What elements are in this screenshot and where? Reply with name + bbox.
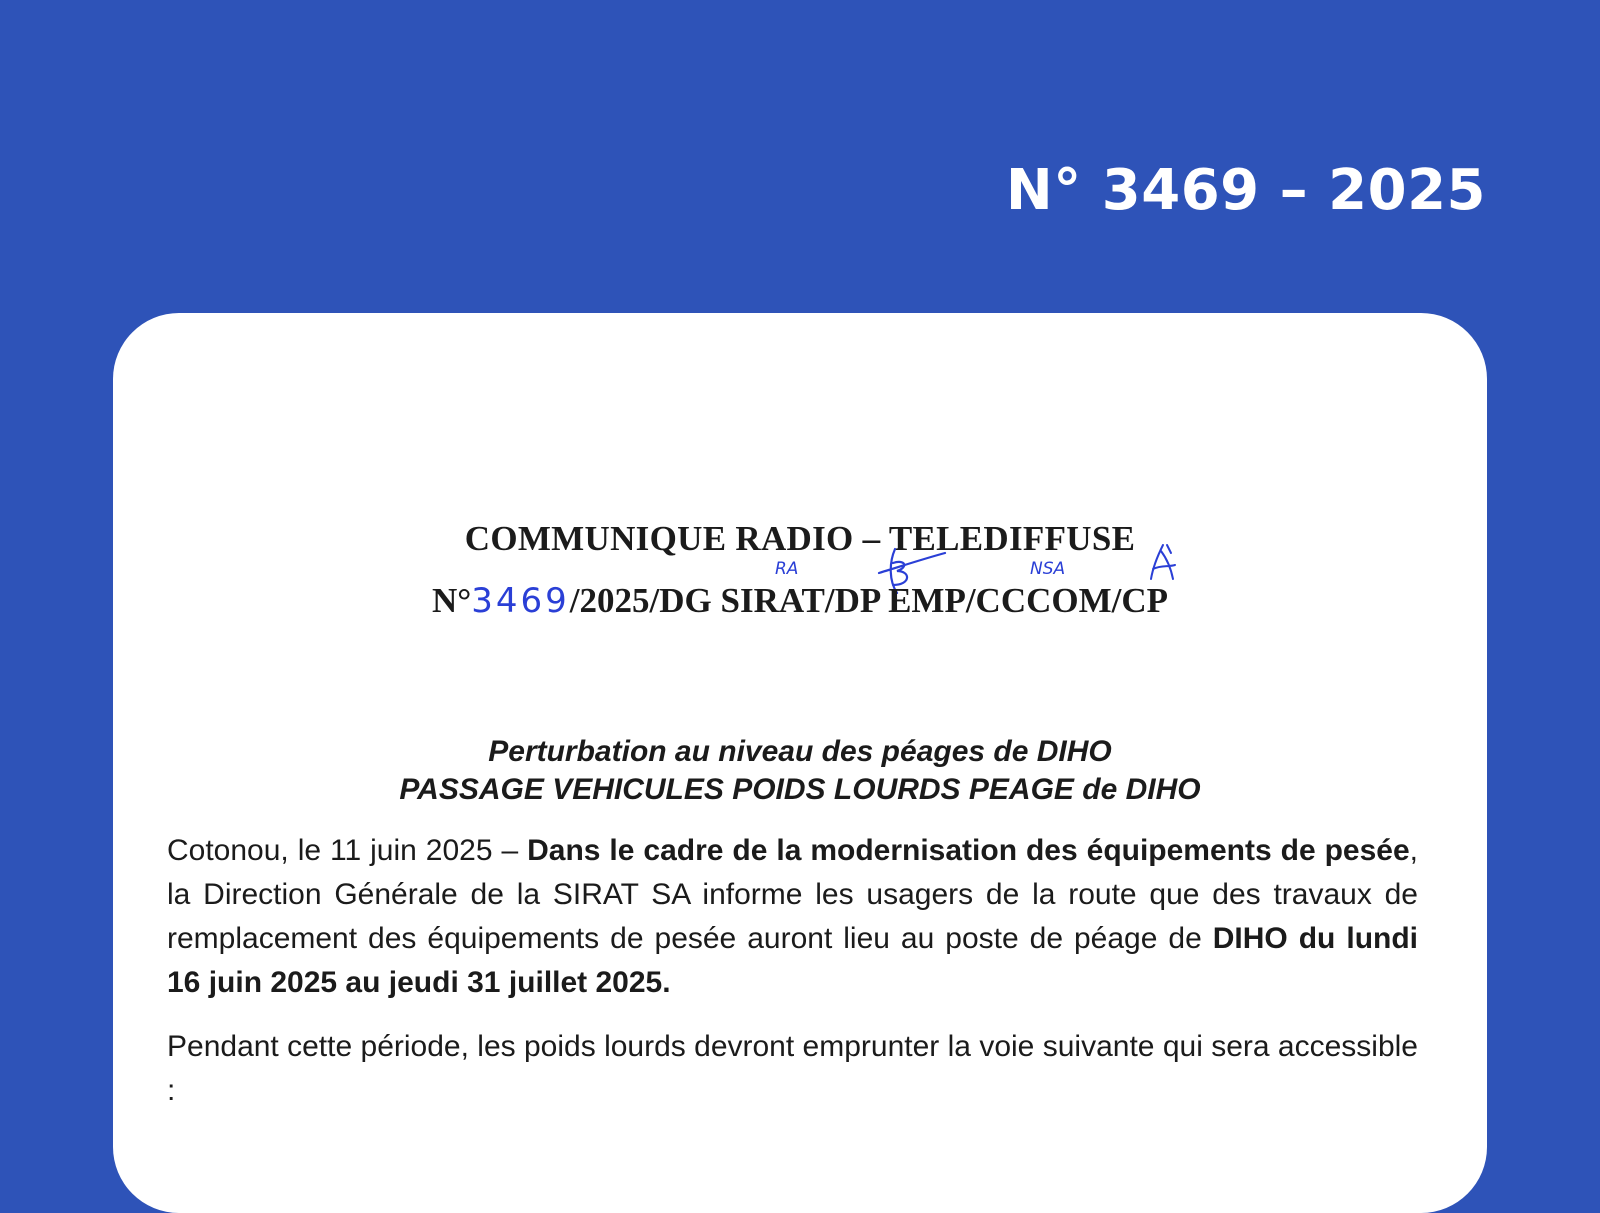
- handwritten-annotation-nsa: NSA: [1030, 559, 1066, 579]
- paragraph-2: Pendant cette période, les poids lourds devront emprunter la voie suivante qui sera accessible :: [167, 1030, 1418, 1107]
- paragraph-1-bold-1: Dans le cadre de la modernisation des équipements de pesée: [527, 834, 1410, 867]
- issue-number: N° 3469 – 2025: [1005, 158, 1486, 223]
- subject: [113, 733, 1487, 809]
- reference-suffix: /2025/DG SIRAT/DP EMP/CCCOM/CP: [569, 581, 1169, 620]
- document-title: COMMUNIQUE RADIO – TELEDIFFUSE: [464, 519, 1136, 558]
- initials-mark: [1145, 543, 1181, 583]
- subject-line-2: PASSAGE VEHICULES POIDS LOURDS PEAGE de DIHO: [399, 773, 1201, 806]
- reference-number: [113, 581, 1487, 621]
- handwritten-number: 3469: [471, 581, 570, 621]
- document-card: [113, 313, 1487, 1213]
- paragraph-1-text: , la Direction Générale de la SIRAT SA informe les usagers de la route que des travaux de remplacement des équipements de pesée auront lieu au poste de péage de: [167, 834, 1418, 955]
- subject-line-1: Perturbation au niveau des péages de DIHO: [488, 735, 1112, 768]
- paragraph-1: [167, 829, 1418, 1005]
- reference-prefix: N°: [431, 581, 472, 620]
- handwritten-annotation-ra: RA: [775, 559, 799, 579]
- paragraph-1-bold-2: DIHO du lundi 16 juin 2025 au jeudi 31 juillet 2025.: [167, 922, 1418, 999]
- paragraph-1-lead: Cotonou, le 11 juin 2025 –: [167, 834, 528, 867]
